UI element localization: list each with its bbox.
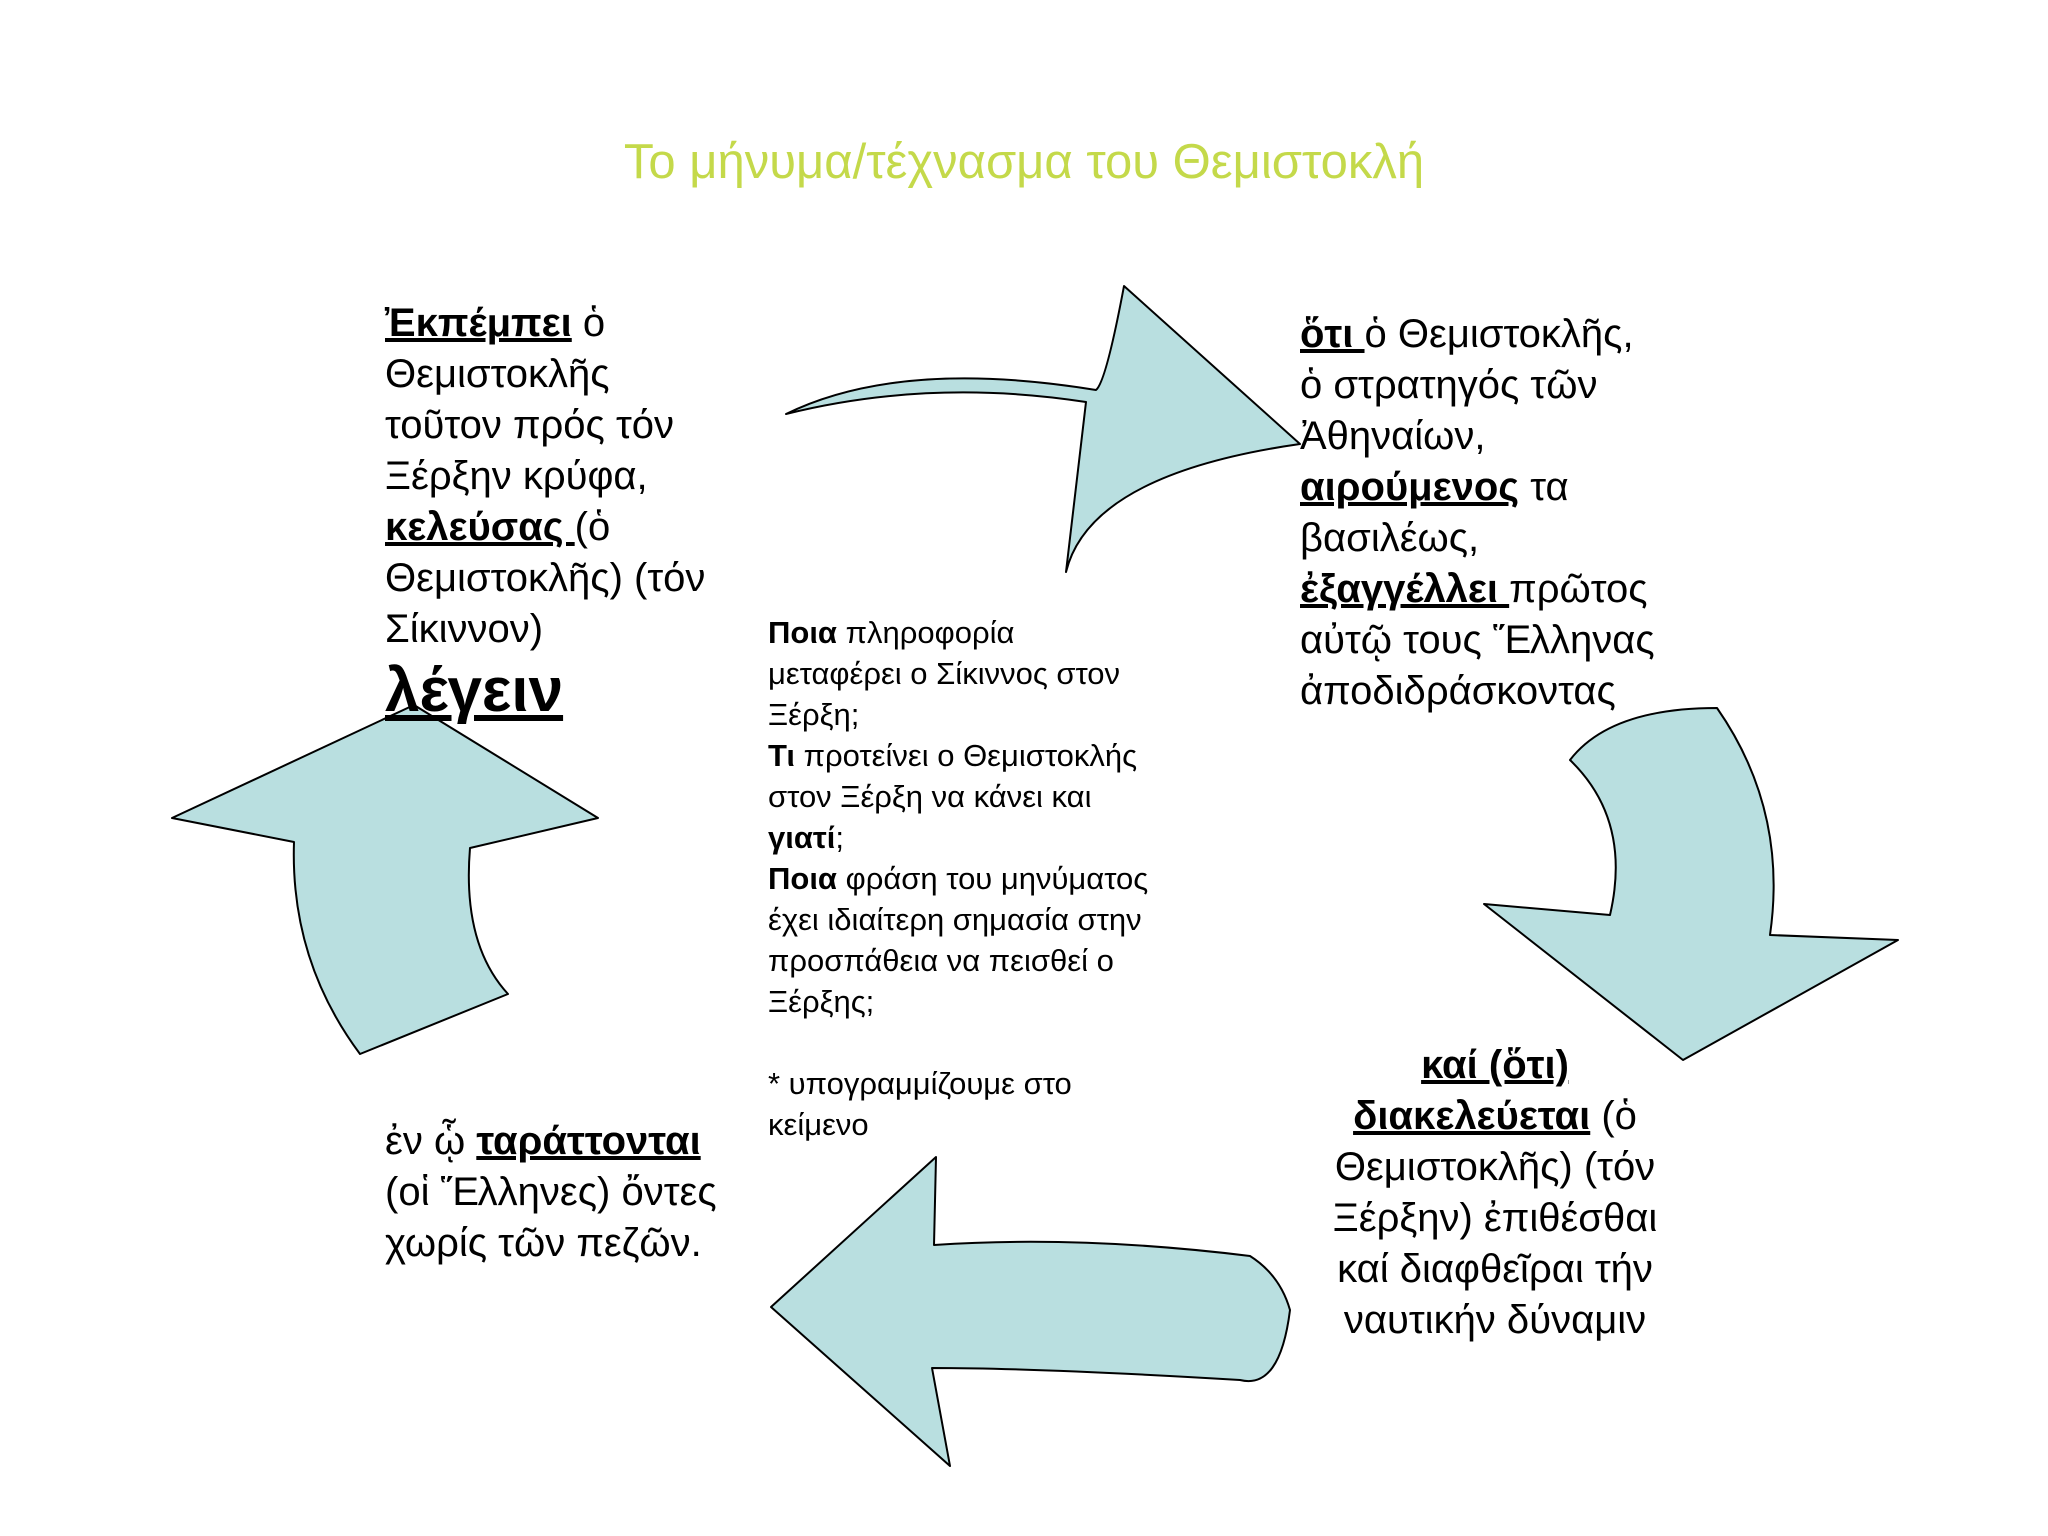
text-line: Ξέρξην κρύφα, <box>385 454 648 498</box>
word-oti: ὅτι <box>1300 312 1365 356</box>
text-line: Θεμιστοκλῆς) (τόν <box>1334 1145 1656 1189</box>
word-exangellei: ἐξαγγέλλει <box>1300 567 1510 611</box>
text-line: καί διαφθεῖραι τήν <box>1337 1247 1653 1291</box>
question-text: προσπάθεια να πεισθεί ο <box>768 943 1114 978</box>
text-line: (οἱ Ἕλληνες) ὄντες <box>385 1170 717 1214</box>
text-block-oti <box>1300 309 1760 717</box>
text-line: πρῶτος <box>1509 567 1648 611</box>
question-text: στον Ξέρξη να κάνει και <box>768 779 1092 814</box>
word-en-o: ἐν ᾧ <box>385 1119 466 1163</box>
question-text: πληροφορία <box>837 615 1015 650</box>
text-line: Θεμιστοκλῆς <box>385 352 610 396</box>
text-line: Ἀθηναίων, <box>1300 414 1486 458</box>
question-text: ; <box>835 820 844 855</box>
text-line: ἀποδιδράσκοντας <box>1300 669 1616 713</box>
word-diakeleuetai: διακελεύεται <box>1353 1094 1591 1138</box>
text-line: (ὁ <box>1590 1094 1637 1138</box>
text-line: Σίκιννον) <box>385 607 544 651</box>
slide-title: Το μήνυμα/τέχνασμα του Θεμιστοκλή <box>623 135 1425 189</box>
word-airoumenos: αιρούμενος <box>1300 465 1520 509</box>
text-line: βασιλέως, <box>1300 516 1480 560</box>
word-keleusas: κελεύσας <box>385 505 575 549</box>
text-block-ekpempei <box>385 298 785 727</box>
text-line: αὐτῷ τους Ἕλληνας <box>1300 618 1655 662</box>
text-line: ναυτικήν δύναμιν <box>1343 1298 1647 1342</box>
arrow-right-down <box>1484 708 1898 1060</box>
word-legein: λέγειν <box>385 656 564 725</box>
question-text: φράση του μηνύματος <box>837 861 1149 896</box>
spacer <box>768 1022 1218 1063</box>
text-line: ὁ <box>571 301 606 345</box>
word-tarattontai: ταράττονται <box>476 1119 701 1163</box>
arrow-bottom-left <box>771 1157 1290 1466</box>
word-kai-oti: καί (ὅτι) <box>1421 1043 1569 1087</box>
arrow-left-up <box>172 705 598 1054</box>
note-text: κείμενο <box>768 1107 869 1142</box>
question-text: προτείνει ο Θεμιστοκλής <box>795 738 1138 773</box>
text-line: ὁ Θεμιστοκλῆς, <box>1364 312 1634 356</box>
text-block-diakeleuetai <box>1295 1040 1695 1346</box>
question-text: Ξέρξη; <box>768 697 860 732</box>
text-line: Θεμιστοκλῆς) (τόν <box>385 556 706 600</box>
question-keyword: γιατί <box>768 820 836 855</box>
text-line: (ὁ <box>574 505 611 549</box>
question-text: Ξέρξης; <box>768 984 875 1019</box>
question-keyword: Τι <box>768 738 795 773</box>
text-line: ὁ στρατηγός τῶν <box>1300 363 1598 407</box>
question-keyword: Ποια <box>768 615 837 650</box>
question-keyword: Ποια <box>768 861 837 896</box>
note-text: * υπογραμμίζουμε στο <box>768 1066 1072 1101</box>
questions-box <box>768 612 1218 1145</box>
arrow-top-right <box>786 286 1300 572</box>
text-line: τοῦτον πρός τόν <box>385 403 674 447</box>
word-ekpempei: Ἐκπέμπει <box>385 301 572 345</box>
text-line: χωρίς τῶν πεζῶν. <box>385 1221 702 1265</box>
question-text: έχει ιδιαίτερη σημασία στην <box>768 902 1142 937</box>
question-text: μεταφέρει ο Σίκιννος στον <box>768 656 1121 691</box>
text-line: τα <box>1519 465 1569 509</box>
text-block-tarattontai <box>385 1116 785 1269</box>
text-line: Ξέρξην) ἐπιθέσθαι <box>1332 1196 1658 1240</box>
